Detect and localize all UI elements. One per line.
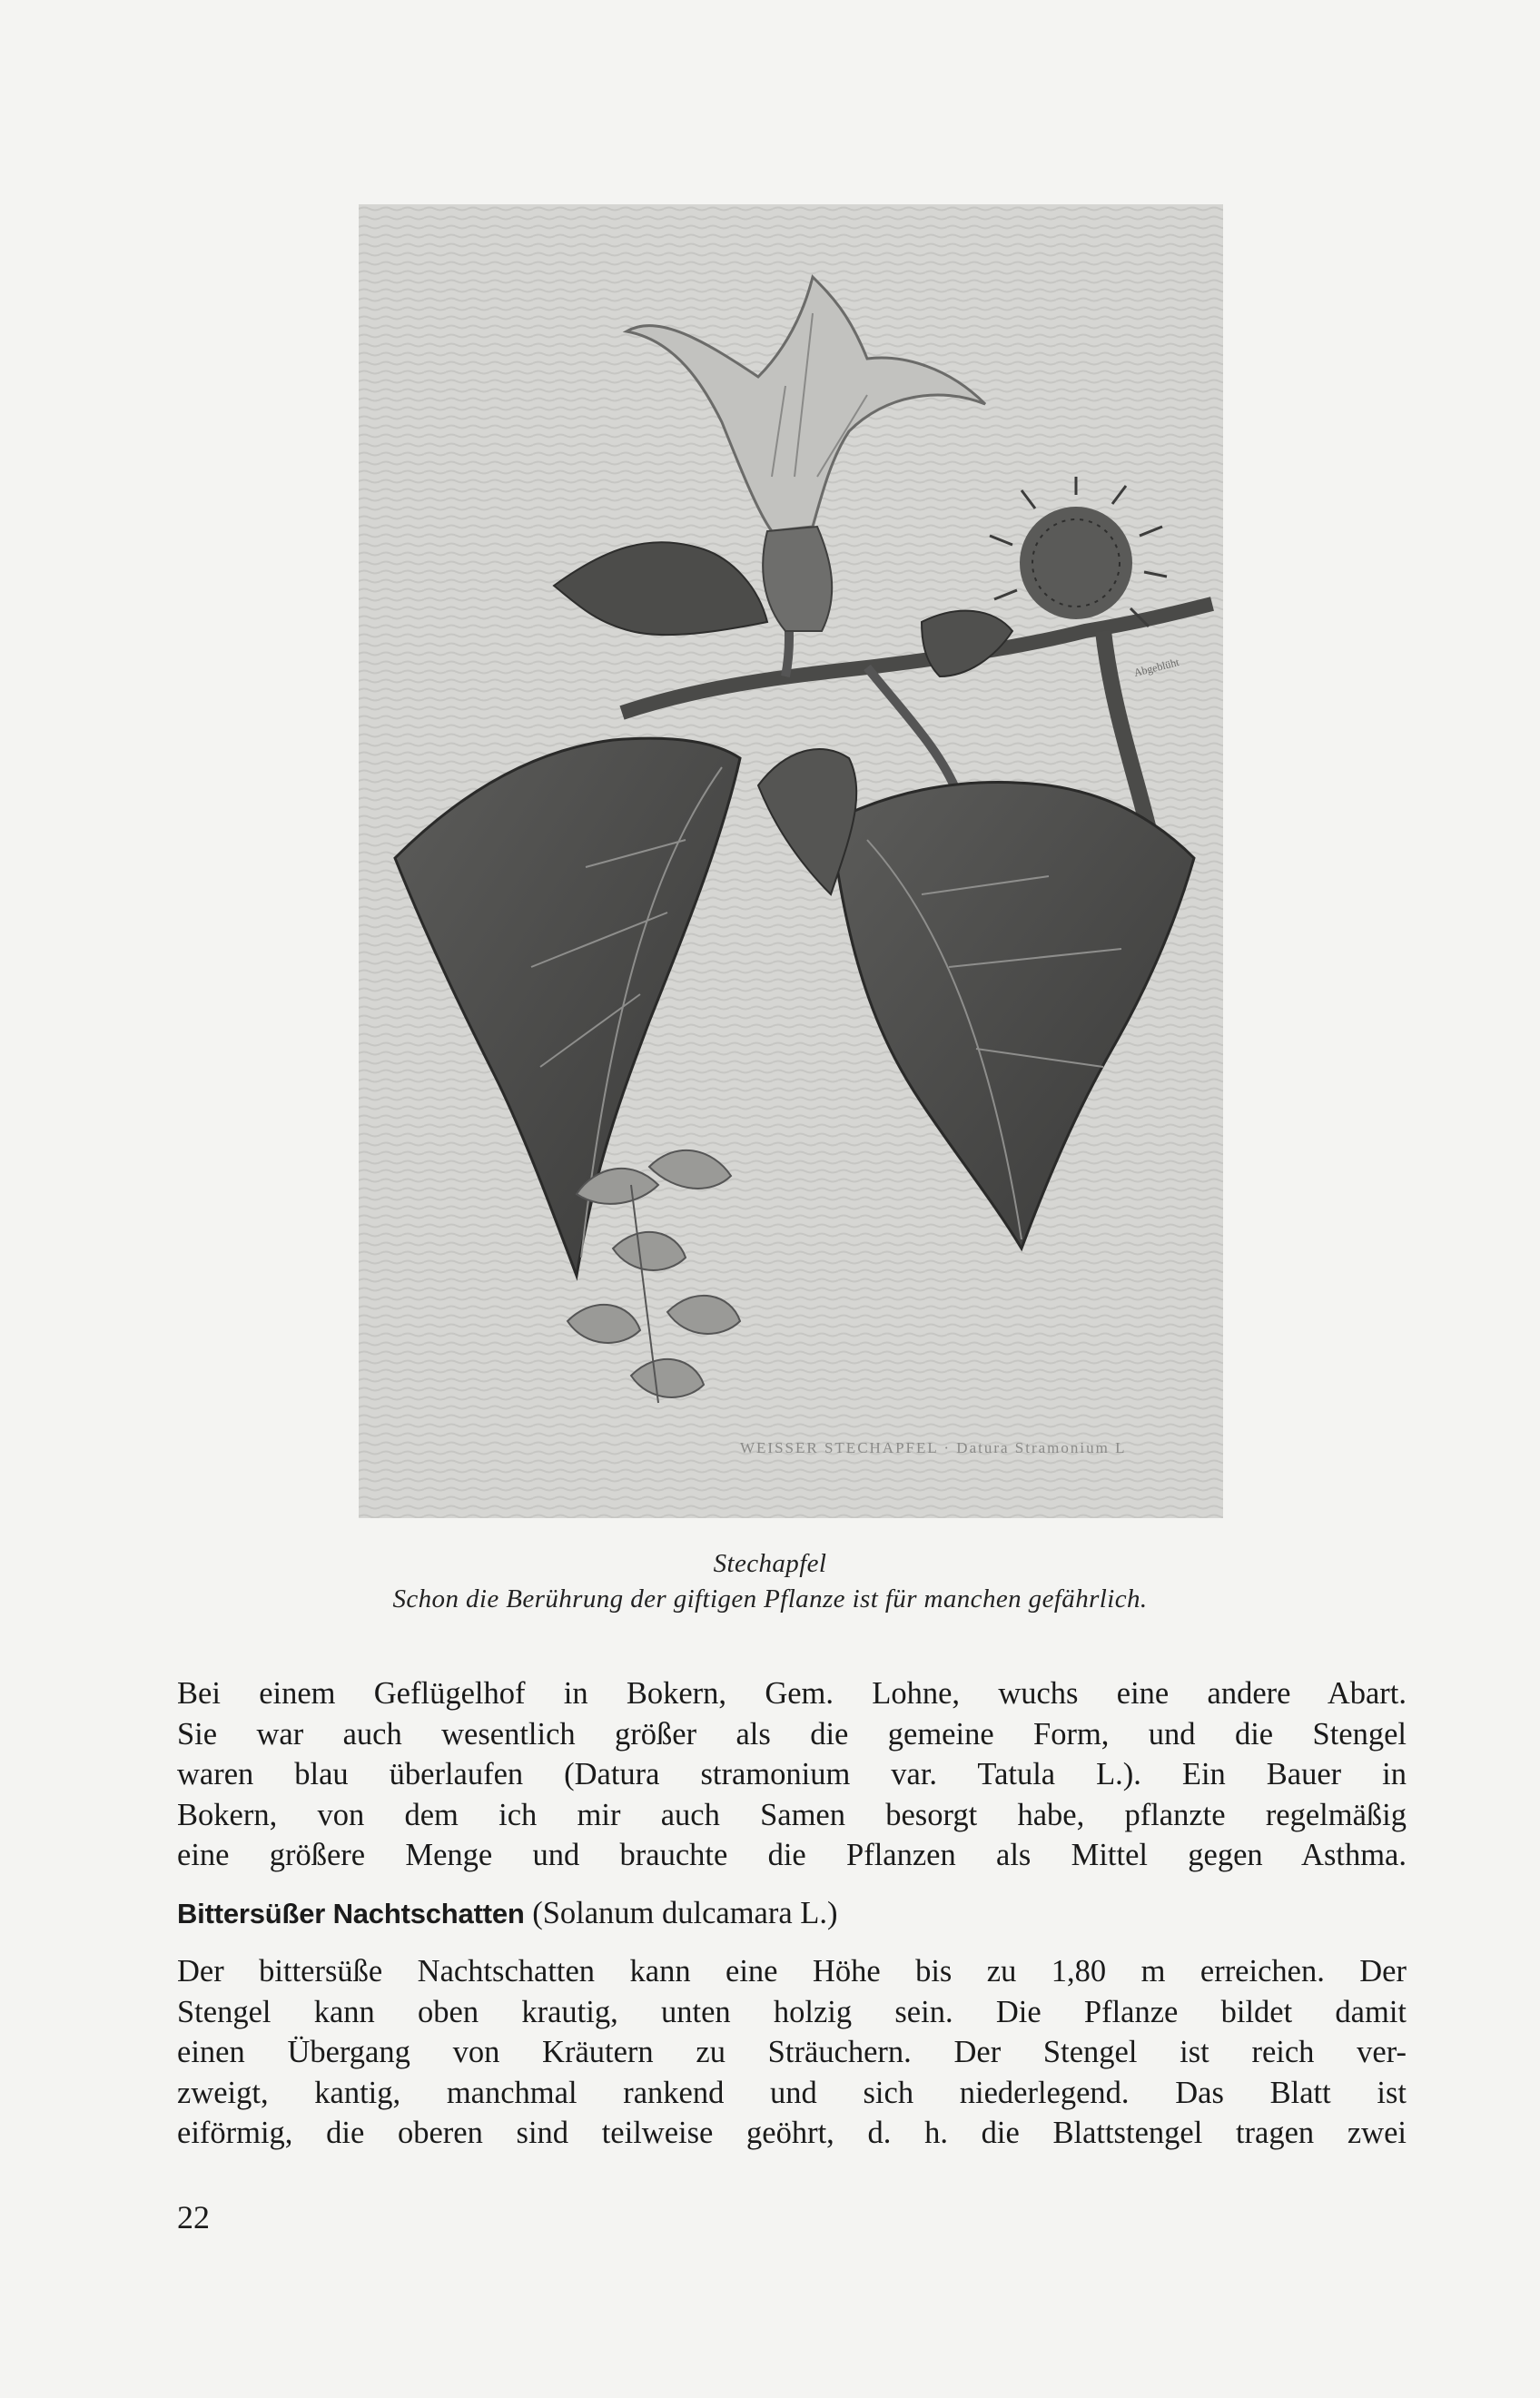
text-line: Der bittersüße Nachtschatten kann eine Höhe bis zu 1,80 m erreichen. Der — [177, 1954, 1407, 1988]
text-line: zweigt, kantig, manchmal rankend und sich niederlegend. Das Blatt ist — [177, 2075, 1407, 2110]
botanical-illustration-datura — [359, 204, 1223, 1518]
text-line: Bokern, von dem ich mir auch Samen besorgt habe, pflanzte regelmäßig — [177, 1797, 1407, 1832]
text-line: Bei einem Geflügelhof in Bokern, Gem. Lohne, wuchs eine andere Abart. — [177, 1676, 1407, 1711]
page-number: 22 — [177, 2199, 210, 2235]
text-line: eiförmig, die oberen sind teilweise geöhrt, d. h. die Blattstengel tragen zwei — [177, 2116, 1407, 2150]
plate-small-label: Abgeblüht — [1132, 656, 1180, 679]
text-line: Sie war auch wesentlich größer als die gemeine Form, und die Stengel — [177, 1716, 1407, 1752]
text-line: waren blau überlaufen (Datura stramonium var. Tatula L.). Ein Bauer in — [177, 1757, 1407, 1791]
paragraph-nightshade — [177, 1951, 1407, 2154]
text-line: Stengel kann oben krautig, unten holzig sein. Die Pflanze bildet damit — [177, 1994, 1407, 2029]
figure-caption-title: Stechapfel — [713, 1549, 827, 1578]
plate-inscription: WEISSER STECHAPFEL · Datura Stramonium L — [740, 1439, 1127, 1456]
text-line: einen Übergang von Kräutern zu Sträuchern. Der Stengel ist reich ver- — [177, 2035, 1407, 2069]
figure-caption-text: Schon die Berührung der giftigen Pflanze ist für manchen gefährlich. — [392, 1584, 1148, 1613]
paragraph-datura-variety — [177, 1673, 1407, 1876]
section-heading-bold: Bittersüßer Nachtschatten — [177, 1898, 525, 1929]
text-line: eine größere Menge und brauchte die Pflanzen als Mittel gegen Asthma. — [177, 1838, 1407, 1872]
section-heading-latin: (Solanum dulcamara L.) — [532, 1896, 838, 1930]
section-heading — [177, 1893, 837, 1934]
